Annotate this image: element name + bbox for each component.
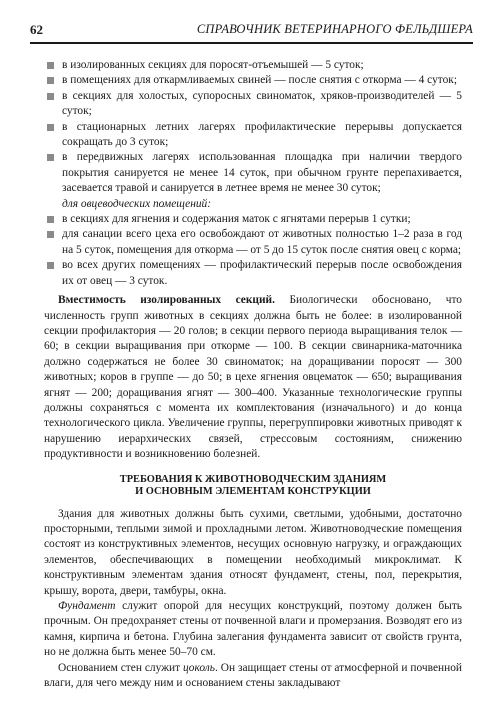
- list-item-text: в секциях для ягнения и содержания маток с ягнятами перерыв 1 сутки;: [62, 213, 411, 226]
- capacity-paragraph: [44, 293, 462, 462]
- list-item: [44, 58, 462, 73]
- bullet-square-icon: [47, 262, 54, 269]
- bullet-square-icon: [47, 93, 54, 100]
- list-item-text: в изолированных секциях для поросят-отъемышей — 5 суток;: [62, 59, 364, 71]
- paragraph-text: Основанием стен служит: [58, 661, 183, 674]
- list-item: [44, 120, 462, 151]
- list-item: [44, 258, 462, 289]
- list-subheading: для овцеводческих помещений:: [62, 197, 212, 210]
- bullet-square-icon: [47, 154, 54, 161]
- paragraph-term: цоколь: [182, 661, 215, 674]
- bullet-square-icon: [47, 77, 54, 84]
- list-item-text: в секциях для холостых, супоросных свиноматок, хряков-производителей — 5 суток;: [62, 89, 462, 118]
- buildings-paragraph: Здания для животных должны быть сухими, светлыми, удобными, достаточно просторными, теплыми зимой и прохладными летом. Животноводческие помещения состоят из конструктивных элементов, несущих основную нагрузку, и ограждающих элементов, обеспечивающих в помещении необходимый микроклимат. К конструктивным элементам здания относят фундамент, стены, пол, перекрытия, крышу, ворота, двери, тамбуры, окна.: [44, 507, 462, 597]
- running-head: СПРАВОЧНИК ВЕТЕРИНАРНОГО ФЕЛЬДШЕРА: [196, 22, 473, 36]
- list-item: [44, 73, 462, 88]
- list-item-text: в помещениях для откармливаемых свиней — после снятия с откорма — 4 суток;: [62, 74, 457, 87]
- paragraph-term: Фундамент: [58, 600, 116, 612]
- paragraph-lead: Вместимость изолированных секций.: [58, 294, 275, 307]
- bullet-square-icon: [47, 62, 54, 69]
- bullet-square-icon: [47, 216, 54, 223]
- page-number: 62: [30, 22, 43, 37]
- foundation-paragraph: [44, 599, 462, 661]
- section-title-line: ТРЕБОВАНИЯ К ЖИВОТНОВОДЧЕСКИМ ЗДАНИЯМ: [119, 473, 387, 485]
- list-item: [44, 150, 462, 196]
- section-title: [44, 474, 462, 499]
- bullet-square-icon: [47, 231, 54, 238]
- page-header: [30, 22, 473, 44]
- paragraph-text: служит опорой для несущих конструкций, поэтому должен быть прочным. Он предохраняет стены от почвенной влаги и промерзания. Возводят его из камня, кирпича и бетона. Глубина залегания фундамента зависит от свойств грунта, но не должна быть менее 50–70 см.: [44, 600, 462, 659]
- paragraph-text: . Он защищает стены от атмосферной и почвенной влаги, для чего между ним и основанием стены закладывают: [44, 661, 462, 690]
- paragraph-text: Биологически обосновано, что численность групп животных в секциях должна быть не более: в изолированной секции профилактория — 20 голов; в секции первого периода выращивания телок — 60; в секции выращивания при откорме — 100. В секции свинарника-маточника должно содержаться не более 30 свиноматок; на доращивании поросят — 300 животных; коров в группе — до 50; в цехе ягнения овцематок — 650; выращивания ягнят — 200; доращивания ягнят — 300–400. Указанные технологические группы должны сохраняться с момента их комплектования (изначального) и до конца технологического цикла. Увеличение группы, перегруппировки животных приводят к нарушению иерархических связей, стрессовым состояниям, снижению продуктивности и возникновению болезней.: [44, 294, 462, 461]
- list-item-text: для санации всего цеха его освобождают от животных полностью 1–2 раза в год на 5 суток, помещения для откорма — от 5 до 15 суток после снятия овец с корма;: [62, 228, 462, 256]
- bullet-square-icon: [47, 124, 54, 131]
- list-item: [44, 89, 462, 120]
- page-content: [44, 58, 462, 691]
- list-item-text: во всех других помещениях — профилактический перерыв после освобождения их от овец — 3 суток.: [62, 259, 462, 287]
- list-item-text: в стационарных летних лагерях профилактические перерывы допускается сокращать до 3 суток;: [62, 120, 462, 149]
- list-item: [44, 212, 462, 227]
- list-item: [44, 227, 462, 258]
- plinth-paragraph: [44, 661, 462, 692]
- section-title-line: И ОСНОВНЫМ ЭЛЕМЕНТАМ КОНСТРУКЦИИ: [135, 486, 371, 498]
- list-item-text: в передвижных лагерях использованная площадка при наличии твердого покрытия санируется не менее 14 суток, при обычном грунте перепахивается, засевается травой и санируется в летнее время не менее 30 суток;: [62, 151, 462, 195]
